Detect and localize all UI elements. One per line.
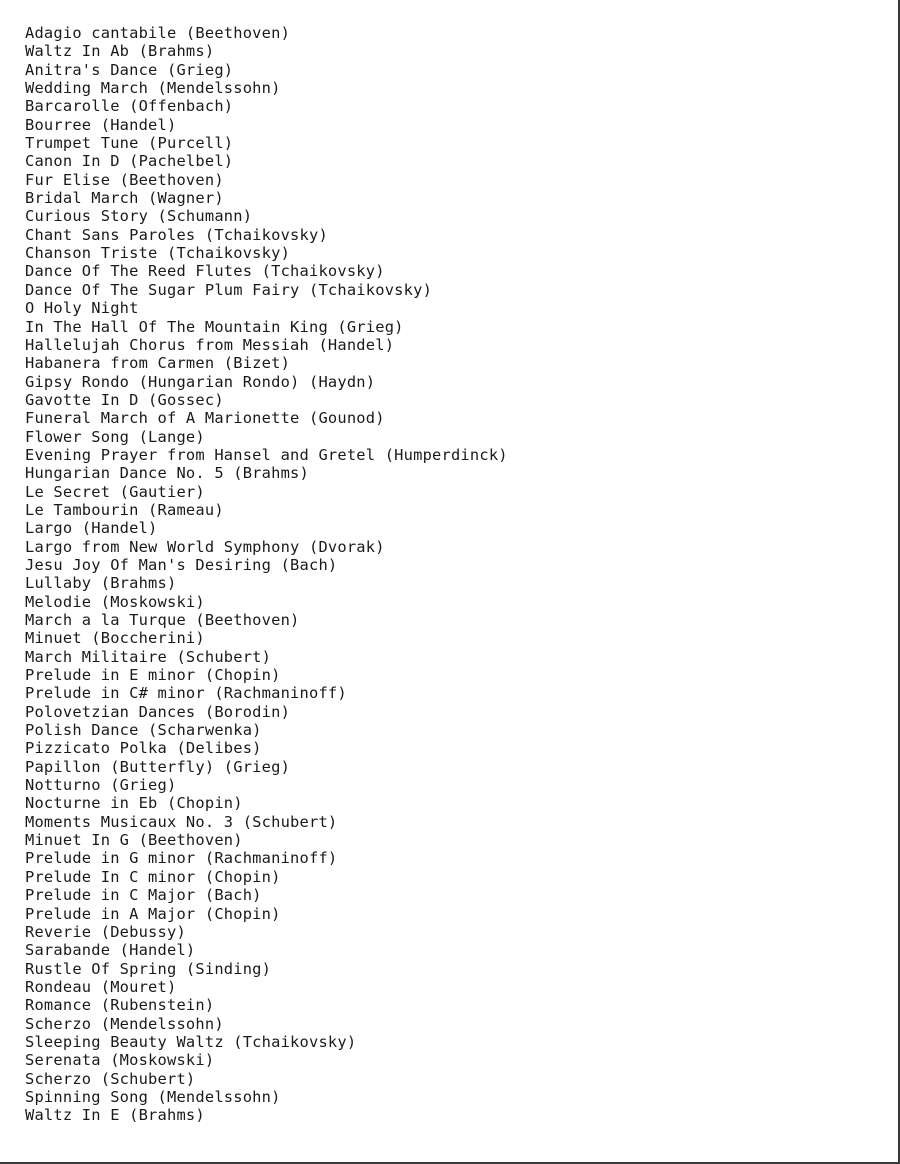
song-item: Melodie (Moskowski) (25, 592, 205, 611)
song-item: In The Hall Of The Mountain King (Grieg) (25, 317, 404, 336)
song-item: Le Tambourin (Rameau) (25, 500, 224, 519)
song-item: Gavotte In D (Gossec) (25, 390, 224, 409)
song-item: Gipsy Rondo (Hungarian Rondo) (Haydn) (25, 372, 376, 391)
song-item: Barcarolle (Offenbach) (25, 97, 234, 116)
song-item: Lullaby (Brahms) (25, 574, 177, 593)
song-item: Dance Of The Sugar Plum Fairy (Tchaikovsky) (25, 280, 433, 299)
song-item: Fur Elise (Beethoven) (25, 170, 224, 189)
song-item: Moments Musicaux No. 3 (Schubert) (25, 812, 338, 831)
song-item: Funeral March of A Marionette (Gounod) (25, 409, 385, 428)
song-item: Waltz In E (Brahms) (25, 1106, 205, 1125)
song-item: Minuet (Boccherini) (25, 629, 205, 648)
song-item: Nocturne in Eb (Chopin) (25, 794, 243, 813)
song-item: Curious Story (Schumann) (25, 207, 253, 226)
song-list (25, 24, 508, 1125)
song-item: Trumpet Tune (Purcell) (25, 134, 234, 153)
song-item: Reverie (Debussy) (25, 922, 186, 941)
song-item: Prelude in E minor (Chopin) (25, 666, 281, 685)
song-item: Prelude In C minor (Chopin) (25, 867, 281, 886)
song-item: Papillon (Butterfly) (Grieg) (25, 757, 291, 776)
song-item: Pizzicato Polka (Delibes) (25, 739, 262, 758)
song-item: March a la Turque (Beethoven) (25, 611, 300, 629)
song-item: Adagio cantabile (Beethoven) (25, 24, 291, 42)
song-item: Sleeping Beauty Waltz (Tchaikovsky) (25, 1032, 357, 1051)
song-item: Prelude in C# minor (Rachmaninoff) (25, 684, 347, 703)
song-item: Hallelujah Chorus from Messiah (Handel) (25, 335, 395, 354)
song-item: Scherzo (Schubert) (25, 1069, 196, 1088)
song-item: Prelude in C Major (Bach) (25, 886, 262, 905)
song-item: Hungarian Dance No. 5 (Brahms) (25, 464, 309, 483)
song-item: Minuet In G (Beethoven) (25, 831, 243, 850)
song-item: Chanson Triste (Tchaikovsky) (25, 244, 291, 263)
song-item: Serenata (Moskowski) (25, 1051, 215, 1070)
song-item: Largo (Handel) (25, 519, 158, 538)
song-item: Jesu Joy Of Man's Desiring (Bach) (25, 555, 338, 574)
song-item: Prelude in A Major (Chopin) (25, 904, 281, 923)
song-item: Polish Dance (Scharwenka) (25, 721, 262, 740)
song-item: Scherzo (Mendelssohn) (25, 1014, 224, 1033)
song-item: Notturno (Grieg) (25, 776, 177, 795)
song-item: Bridal March (Wagner) (25, 189, 224, 208)
song-item: Sarabande (Handel) (25, 941, 196, 960)
song-item: Rondeau (Mouret) (25, 977, 177, 996)
song-item: March Militaire (Schubert) (25, 647, 272, 666)
song-item: Polovetzian Dances (Borodin) (25, 702, 291, 721)
song-item: Le Secret (Gautier) (25, 482, 205, 501)
song-item: Rustle Of Spring (Sinding) (25, 959, 272, 978)
song-item: Evening Prayer from Hansel and Gretel (Humperdinck) (25, 445, 508, 464)
song-item: Canon In D (Pachelbel) (25, 152, 234, 171)
song-item: Wedding March (Mendelssohn) (25, 79, 281, 98)
song-item: O Holy Night (25, 299, 139, 318)
song-item: Flower Song (Lange) (25, 427, 205, 446)
song-item: Chant Sans Paroles (Tchaikovsky) (25, 225, 328, 244)
song-item: Bourree (Handel) (25, 115, 177, 134)
song-item: Prelude in G minor (Rachmaninoff) (25, 849, 338, 868)
song-item: Romance (Rubenstein) (25, 996, 215, 1015)
song-item: Spinning Song (Mendelssohn) (25, 1087, 281, 1106)
song-item: Dance Of The Reed Flutes (Tchaikovsky) (25, 262, 385, 281)
song-item: Anitra's Dance (Grieg) (25, 60, 234, 79)
song-item: Largo from New World Symphony (Dvorak) (25, 537, 385, 556)
song-item: Habanera from Carmen (Bizet) (25, 354, 291, 373)
song-item: Waltz In Ab (Brahms) (25, 42, 215, 61)
